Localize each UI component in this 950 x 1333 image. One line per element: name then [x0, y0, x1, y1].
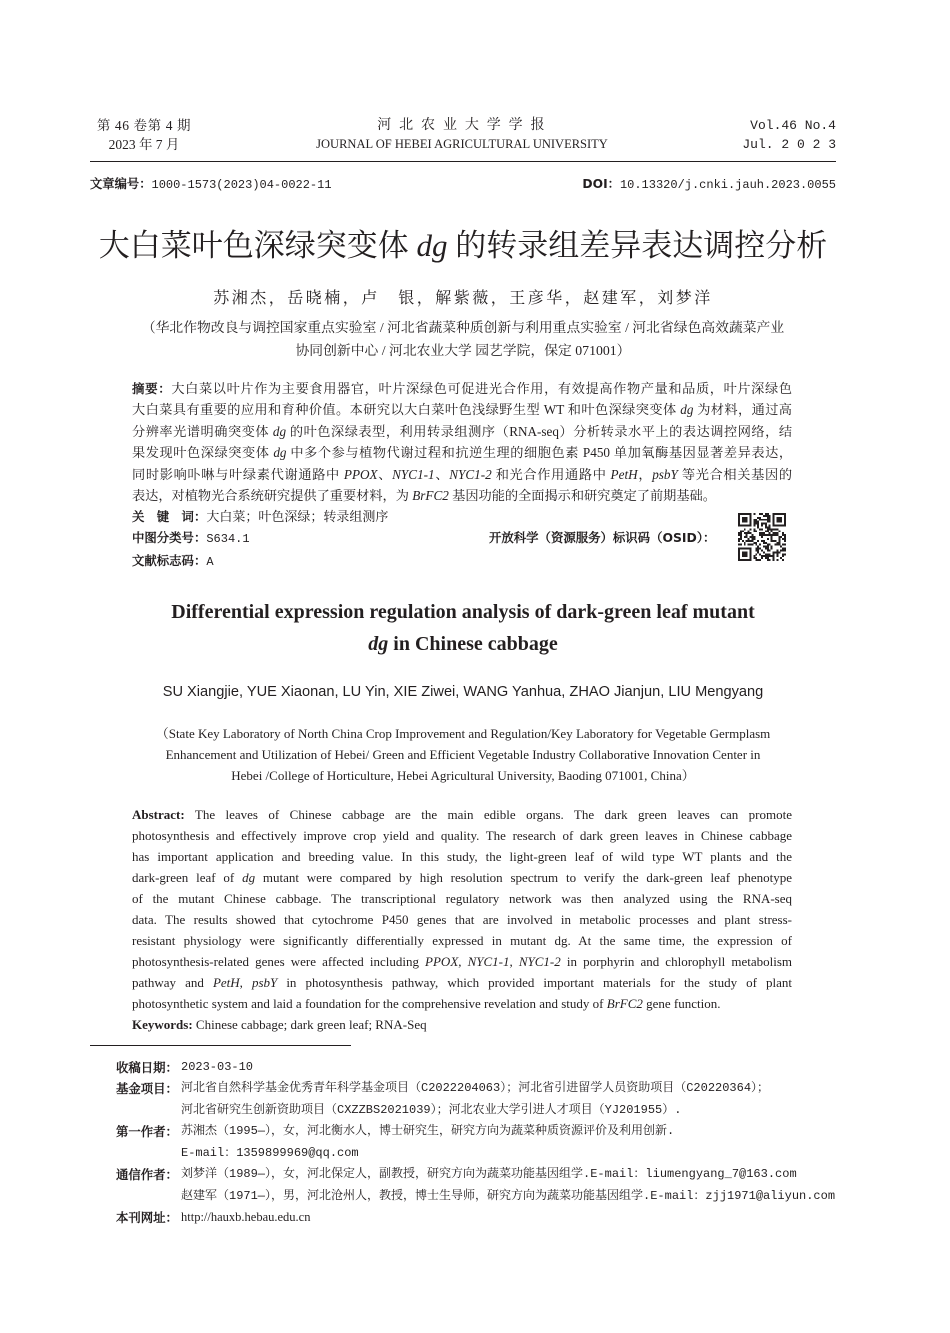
footnote-label: 基金项目：: [116, 1081, 178, 1096]
text-run: 大白菜叶色深绿突变体: [98, 228, 417, 263]
text-run: Hebei /College of Horticulture, Hebei Agricultural University, Baoding 071001, China）: [231, 767, 695, 783]
footnote-received-date: [116, 1057, 846, 1079]
text-line: [132, 464, 792, 485]
doi: [582, 175, 836, 194]
keywords-cn-label: 关 键 词：: [132, 508, 207, 524]
italic-term: dg: [242, 869, 256, 885]
bold-label: Abstract:: [132, 806, 185, 822]
bold-label: 摘要：: [132, 381, 172, 396]
text-run: The leaves of Chinese cabbage are the main edible organs. The dark green leaves can promote: [184, 806, 792, 822]
issue-number-cn: 第 46 卷第 4 期: [96, 117, 192, 133]
italic-term: dg: [273, 445, 287, 461]
text-line: [132, 951, 792, 972]
italic-term: NYC1-2: [449, 466, 492, 482]
text-line: [90, 765, 836, 786]
footnote-body: [181, 1164, 846, 1207]
footnote-body: [181, 1121, 846, 1164]
text-run: 和光合作用通路中: [491, 466, 611, 482]
text-run: 2023-03-10: [181, 1059, 254, 1074]
text-line: [181, 1100, 846, 1122]
document-code: [132, 550, 472, 573]
osid-qr-code: [738, 513, 786, 561]
text-run: 河北省研究生创新资助项目（CXZZBS2021039）；河北农业大学引进人才项目（YJ201955）.: [181, 1102, 682, 1117]
text-line: [90, 628, 836, 660]
article-number: [90, 175, 332, 194]
footnotes: [116, 1057, 846, 1229]
text-line: [181, 1164, 846, 1186]
text-line: [181, 1078, 846, 1100]
text-line: [132, 378, 792, 399]
text-run: 、: [434, 466, 450, 482]
text-run: 中多个参与植物代谢过程和抗逆生理的细胞色素 P450 单加氧酶基因显著差异表达，: [286, 445, 793, 461]
title-en: [90, 596, 836, 660]
italic-term: dg: [368, 633, 389, 655]
text-run: 分辨率光谱明确突变体: [132, 423, 273, 439]
italic-term: PPOX, NYC1-1, NYC1-2: [425, 953, 561, 969]
keywords-en: [132, 1014, 792, 1035]
text-line: [132, 909, 792, 930]
issue-info: [88, 116, 200, 154]
text-run: in photosynthesis pathway, which provided important materials for the study of plant: [277, 974, 793, 990]
text-run: http://hauxb.hebau.edu.cn: [181, 1210, 311, 1224]
text-run: has important application and breeding value. In this study, the light-green leaf of wild type WT plants and the: [132, 848, 792, 864]
footnote-body: [181, 1057, 846, 1079]
footnote-label: 第一作者：: [116, 1124, 178, 1139]
text-run: dark-green leaf of: [132, 869, 243, 885]
issue-date-cn: 2023 年 7 月: [108, 136, 180, 152]
date-en: Jul. 2 0 2 3: [742, 136, 836, 152]
journal-name: [250, 116, 674, 154]
text-run: 河北省自然科学基金优秀青年科学基金项目（C2022204063）；河北省引进留学人员资助项目（C20220364）；: [181, 1081, 770, 1095]
volume-en: Vol.46 No.4: [750, 117, 836, 133]
text-run: resistant physiology were significantly differentially expressed in mutant dg. At the same time, the expression of: [132, 932, 792, 948]
text-run: 的转录组差异表达调控分析: [447, 228, 828, 263]
footnote-label: 通信作者：: [116, 1167, 178, 1182]
text-run: 刘梦洋（1989—），女，河北保定人，副教授，研究方向为蔬菜功能基因组学.E-mail：liumengyang_7@163.com: [181, 1167, 797, 1181]
text-line: [181, 1121, 846, 1143]
text-run: Differential expression regulation analysis of dark-green leaf mutant: [171, 601, 755, 623]
doi-value: 10.13320/j.cnki.jauh.2023.0055: [619, 178, 836, 192]
italic-term: dg: [272, 423, 287, 439]
italic-term: dg: [680, 402, 694, 418]
italic-term: PPOX: [343, 466, 378, 482]
document-code-value: A: [206, 554, 214, 569]
keywords-en-label: Keywords:: [132, 1016, 193, 1032]
text-line: [132, 993, 792, 1014]
text-run: 基因功能的全面揭示和研究奠定了前期基础。: [448, 488, 716, 504]
keywords-cn: [132, 506, 472, 527]
text-line: [132, 825, 792, 846]
text-run: 同时影响卟啉与叶绿素代谢通路中: [132, 466, 344, 482]
text-run: in porphyrin and chlorophyll metabolism: [560, 953, 792, 969]
affiliation-en: [90, 723, 836, 786]
text-line: [181, 1143, 846, 1165]
header-rule: [90, 161, 836, 162]
text-run: 的叶色深绿表型，利用转录组测序（RNA-seq）分析转录水平上的表达调控网络，结: [286, 423, 793, 439]
footnote-first-author: [116, 1121, 846, 1164]
text-line: [132, 972, 792, 993]
footnote-label: 本刊网址：: [116, 1210, 178, 1225]
clc-label: 中图分类号：: [132, 529, 207, 545]
osid-label: 开放科学（资源服务）标识码（OSID）：: [489, 529, 716, 545]
text-run: mutant were compared by high resolution spectrum to verify the dark-green leaf phenotype: [255, 869, 792, 885]
italic-term: psbY: [251, 974, 278, 990]
text-line: [90, 723, 836, 744]
journal-name-en: JOURNAL OF HEBEI AGRICULTURAL UNIVERSITY: [316, 136, 608, 151]
footnote-body: [181, 1207, 846, 1229]
clc-value: S634.1: [206, 531, 250, 546]
abstract-cn: [132, 378, 792, 506]
abstract-en: [132, 804, 792, 1014]
authors-cn: 苏湘杰，岳晓楠，卢 银，解紫薇，王彦华，赵建军，刘梦洋: [213, 290, 713, 307]
text-run: photosynthesis and effectively improve crop yield and quality. The research of dark green leaves in Chinese cabbage: [132, 827, 792, 843]
text-line: [132, 399, 792, 420]
text-run: 协同创新中心 / 河北农业大学 园艺学院，保定 071001）: [295, 343, 631, 358]
italic-term: BrFC2: [412, 488, 449, 504]
footnote-rule: [90, 1045, 351, 1046]
italic-term: PetH: [212, 974, 240, 990]
text-run: 、: [377, 466, 393, 482]
text-run: gene function.: [642, 995, 721, 1011]
text-run: 果发现叶色深绿突变体: [132, 445, 274, 461]
authors-en: SU Xiangjie, YUE Xiaonan, LU Yin, XIE Ziwei, WANG Yanhua, ZHAO Jianjun, LIU Mengyang: [162, 684, 764, 700]
article-number-value: 1000-1573(2023)04-0022-11: [151, 178, 332, 192]
text-line: [181, 1186, 846, 1208]
text-run: （华北作物改良与调控国家重点实验室 / 河北省蔬菜种质创新与利用重点实验室 / 河北省绿色高效蔬菜产业: [141, 320, 785, 335]
text-run: Enhancement and Utilization of Hebei/ Green and Efficient Vegetable Industry Collaborative Innovation Center in: [165, 746, 761, 762]
text-run: 大白菜具有重要的应用和育种价值。本研究以大白菜叶色浅绿野生型 WT 和叶色深绿突变体: [132, 402, 681, 418]
italic-term: psbY: [652, 466, 678, 482]
italic-term: PetH: [610, 466, 638, 482]
text-run: 赵建军（1971—），男，河北沧州人，教授，博士生导师，研究方向为蔬菜功能基因组学.E-mail：zjj1971@aliyun.com: [181, 1188, 836, 1203]
text-run: pathway and: [132, 974, 213, 990]
title-cn: [90, 226, 836, 266]
article-meta: [90, 175, 836, 193]
footnote-body: [181, 1078, 846, 1121]
text-line: [132, 846, 792, 867]
text-line: [90, 339, 836, 362]
text-run: 为材料，通过高: [693, 402, 792, 418]
text-run: E-mail：1359899969@qq.com: [181, 1145, 359, 1160]
abstract-en-block: [132, 804, 792, 1035]
article-number-label: 文章编号：: [90, 177, 152, 191]
text-run: photosynthetic system and laid a foundation for the comprehensive revelation and study of: [132, 995, 607, 1011]
text-run: 等光合相关基因的: [677, 466, 793, 482]
classification-block: [132, 506, 472, 573]
footnote-corresponding-author: [116, 1164, 846, 1207]
footnote-funding: [116, 1078, 846, 1121]
text-run: ，: [637, 466, 653, 482]
text-run: （State Key Laboratory of North China Crop Improvement and Regulation/Key Laboratory for Vegetable Germplasm: [155, 725, 771, 741]
text-run: data. The results showed that cytochrome P450 genes that are involved in metabolic processes and plant stress-: [132, 911, 792, 927]
text-line: [132, 442, 792, 463]
text-line: [90, 744, 836, 765]
clc-number: [132, 527, 472, 550]
text-line: [181, 1207, 846, 1229]
text-line: [132, 485, 792, 506]
text-line: [132, 888, 792, 909]
text-line: [132, 930, 792, 951]
text-run: ,: [239, 974, 252, 990]
text-run: 表达，对植物光合系统研究提供了重要材料，为: [132, 488, 413, 504]
italic-term: BrFC2: [606, 995, 643, 1011]
text-line: [90, 316, 836, 339]
doi-label: DOI：: [582, 177, 620, 191]
journal-name-cn: 河 北 农 业 大 学 学 报: [377, 117, 547, 133]
keywords-en-value: Chinese cabbage; dark green leaf; RNA-Seq: [192, 1016, 427, 1032]
affiliation-cn: [90, 316, 836, 362]
keywords-cn-value: 大白菜；叶色深绿；转录组测序: [206, 508, 389, 524]
document-code-label: 文献标志码：: [132, 552, 207, 568]
italic-term: NYC1-1: [392, 466, 435, 482]
text-run: 苏湘杰（1995—），女，河北衡水人，博士研究生，研究方向为蔬菜种质资源评价及利用创新.: [181, 1124, 675, 1138]
text-line: [132, 867, 792, 888]
footnote-journal-website: [116, 1207, 846, 1229]
text-line: [132, 804, 792, 825]
footnote-label: 收稿日期：: [116, 1059, 178, 1075]
text-line: [132, 421, 792, 442]
text-run: photosynthesis-related genes were affected including: [132, 953, 426, 969]
volume-info: [696, 116, 836, 154]
text-line: [181, 1057, 846, 1079]
text-run: 大白菜以叶片作为主要食用器官，叶片深绿色可促进光合作用，有效提高作物产量和品质，叶片深绿色: [171, 381, 792, 396]
text-run: in Chinese cabbage: [388, 633, 558, 655]
italic-term: dg: [416, 228, 448, 263]
text-run: of the mutant Chinese cabbage. The transcriptional regulatory network was then analyzed using the RNA-seq: [132, 890, 792, 906]
text-line: [90, 596, 836, 628]
